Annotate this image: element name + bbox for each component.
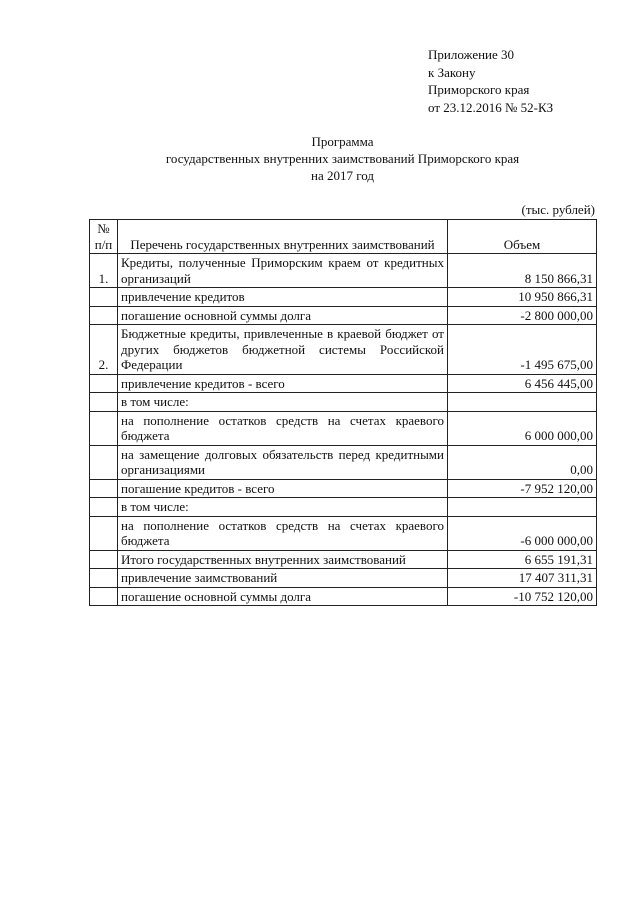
table-row xyxy=(90,569,597,588)
title-line-1: Программа xyxy=(311,134,374,149)
table-row xyxy=(90,445,597,479)
table-row xyxy=(90,325,597,375)
row-value: -1 495 675,00 xyxy=(448,325,597,375)
row-number xyxy=(90,288,118,307)
row-value: 0,00 xyxy=(448,445,597,479)
row-value xyxy=(448,498,597,517)
appendix-region: Приморского края xyxy=(428,82,530,97)
row-number xyxy=(90,516,118,550)
row-name: на пополнение остатков средств на счетах краевого бюджета xyxy=(118,411,448,445)
table-row xyxy=(90,479,597,498)
row-number xyxy=(90,445,118,479)
row-number xyxy=(90,479,118,498)
row-name: привлечение кредитов - всего xyxy=(118,374,448,393)
header-value: Объем xyxy=(448,220,597,254)
row-value: 10 950 866,31 xyxy=(448,288,597,307)
table-header-row xyxy=(90,220,597,254)
table-row xyxy=(90,306,597,325)
row-value: 6 655 191,31 xyxy=(448,550,597,569)
row-value: -6 000 000,00 xyxy=(448,516,597,550)
row-value: 6 456 445,00 xyxy=(448,374,597,393)
table-row xyxy=(90,587,597,606)
row-name: погашение основной суммы долга xyxy=(118,306,448,325)
header-number: № п/п xyxy=(90,220,118,254)
row-name: Итого государственных внутренних заимствований xyxy=(118,550,448,569)
row-name: в том числе: xyxy=(118,393,448,412)
row-value: 6 000 000,00 xyxy=(448,411,597,445)
row-name: погашение основной суммы долга xyxy=(118,587,448,606)
appendix-number: Приложение 30 xyxy=(428,47,515,62)
document-title xyxy=(90,133,595,184)
row-value: 8 150 866,31 xyxy=(448,254,597,288)
table-row xyxy=(90,288,597,307)
row-number xyxy=(90,393,118,412)
row-number xyxy=(90,498,118,517)
table-row xyxy=(90,411,597,445)
row-number xyxy=(90,411,118,445)
appendix-reference xyxy=(428,46,553,116)
table-row xyxy=(90,498,597,517)
row-number xyxy=(90,587,118,606)
title-line-3: на 2017 год xyxy=(311,168,374,183)
row-name: на пополнение остатков средств на счетах краевого бюджета xyxy=(118,516,448,550)
row-number xyxy=(90,550,118,569)
row-name: привлечение кредитов xyxy=(118,288,448,307)
row-name: Бюджетные кредиты, привлеченные в краевой бюджет от других бюджетов бюджетной системы Российской Федерации xyxy=(118,325,448,375)
row-name: погашение кредитов - всего xyxy=(118,479,448,498)
row-value: 17 407 311,31 xyxy=(448,569,597,588)
row-value: -10 752 120,00 xyxy=(448,587,597,606)
row-name: привлечение заимствований xyxy=(118,569,448,588)
table-row xyxy=(90,550,597,569)
row-number xyxy=(90,374,118,393)
title-line-2: государственных внутренних заимствований Приморского края xyxy=(165,151,520,166)
row-number xyxy=(90,569,118,588)
row-value: -7 952 120,00 xyxy=(448,479,597,498)
table-row xyxy=(90,393,597,412)
row-number: 1. xyxy=(90,254,118,288)
row-value xyxy=(448,393,597,412)
borrowings-table xyxy=(89,219,597,606)
row-number xyxy=(90,306,118,325)
table-row xyxy=(90,254,597,288)
units-label: (тыс. рублей) xyxy=(521,202,595,217)
header-name: Перечень государственных внутренних заимствований xyxy=(118,220,448,254)
row-number: 2. xyxy=(90,325,118,375)
table-row xyxy=(90,374,597,393)
table-row xyxy=(90,516,597,550)
appendix-date: от 23.12.2016 № 52-КЗ xyxy=(428,99,554,115)
row-name: на замещение долговых обязательств перед кредитными организациями xyxy=(118,445,448,479)
row-name: Кредиты, полученные Приморским краем от кредитных организаций xyxy=(118,254,448,288)
row-value: -2 800 000,00 xyxy=(448,306,597,325)
appendix-law: к Закону xyxy=(428,64,476,80)
row-name: в том числе: xyxy=(118,498,448,517)
